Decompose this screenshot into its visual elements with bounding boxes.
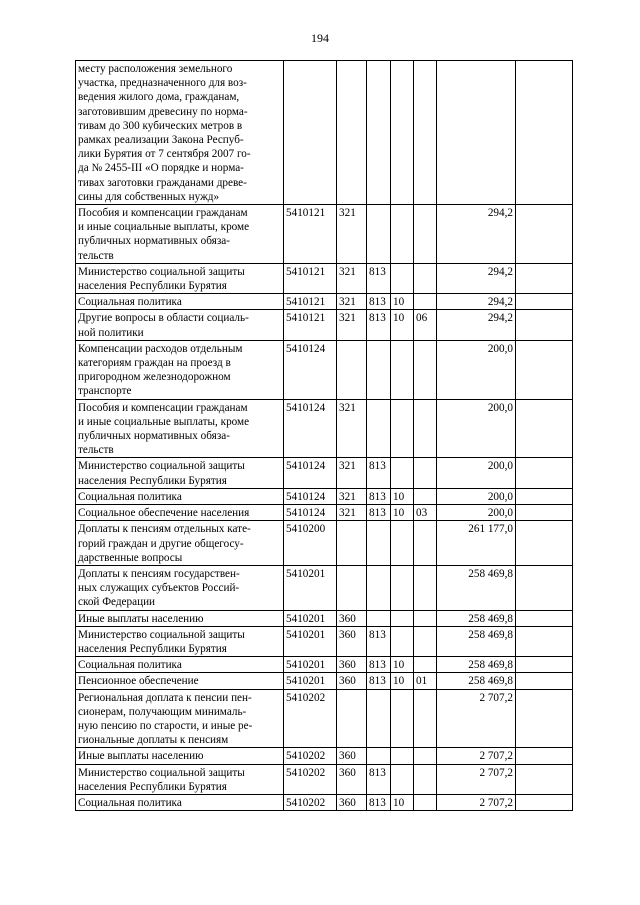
amount-cell: 200,0 [437, 340, 516, 399]
target-code-cell: 5410201 [284, 673, 337, 689]
table-row [76, 505, 573, 521]
amount-cell: 258 469,8 [437, 610, 516, 626]
target-code-cell: 5410124 [284, 458, 337, 488]
subsection-code-cell: 01 [414, 673, 437, 689]
item-name-line: ную пенсию по старости, и иные ре- [78, 719, 253, 732]
target-code-cell: 5410124 [284, 488, 337, 504]
amount-cell: 294,2 [437, 205, 516, 264]
item-name-line: Иные выплаты населению [78, 612, 204, 625]
table-row [76, 794, 573, 810]
budget-table-body [76, 61, 573, 811]
target-code-cell: 5410121 [284, 310, 337, 340]
subsection-code-cell [414, 626, 437, 656]
expense-type-cell [337, 689, 367, 748]
amount-cell: 258 469,8 [437, 657, 516, 673]
table-row [76, 458, 573, 488]
section-code-cell [391, 610, 414, 626]
subsection-code-cell [414, 657, 437, 673]
item-name-cell [76, 263, 284, 293]
table-row [76, 521, 573, 566]
item-name-line: публичных нормативных обяза- [78, 430, 230, 443]
section-code-cell [391, 626, 414, 656]
extra-cell [516, 689, 573, 748]
item-name-line: сины для собственных нужд» [78, 190, 220, 203]
item-name-line: Министерство социальной защиты [78, 766, 245, 779]
extra-cell [516, 310, 573, 340]
item-name-cell [76, 610, 284, 626]
subsection-code-cell [414, 458, 437, 488]
item-name-line: и иные социальные выплаты, кроме [78, 415, 250, 428]
table-row [76, 340, 573, 399]
section-code-cell [391, 340, 414, 399]
expense-type-cell: 321 [337, 205, 367, 264]
item-name-line: Пособия и компенсации гражданам [78, 207, 248, 220]
section-code-cell [391, 61, 414, 205]
expense-type-cell: 321 [337, 310, 367, 340]
section-code-cell [391, 748, 414, 764]
item-name-line: тивах заготовки гражданами древе- [78, 176, 247, 189]
ministry-code-cell [367, 610, 391, 626]
item-name-line: населения Республики Бурятия [78, 474, 227, 487]
section-code-cell [391, 764, 414, 794]
extra-cell [516, 673, 573, 689]
amount-cell: 258 469,8 [437, 565, 516, 610]
section-code-cell: 10 [391, 310, 414, 340]
target-code-cell: 5410201 [284, 657, 337, 673]
amount-cell: 261 177,0 [437, 521, 516, 566]
item-name-line: заготовившим древесину по норма- [78, 105, 248, 118]
item-name-line: населения Республики Бурятия [78, 280, 227, 293]
item-name-cell [76, 61, 284, 205]
ministry-code-cell [367, 565, 391, 610]
item-name-line: дарственные вопросы [78, 551, 183, 564]
target-code-cell: 5410124 [284, 340, 337, 399]
item-name-line: участка, предназначенного для воз- [78, 77, 247, 90]
expense-type-cell: 360 [337, 673, 367, 689]
item-name-line: Доплаты к пенсиям государствен- [78, 567, 240, 580]
expense-type-cell: 321 [337, 294, 367, 310]
ministry-code-cell: 813 [367, 626, 391, 656]
expense-type-cell [337, 565, 367, 610]
expense-type-cell: 360 [337, 610, 367, 626]
table-row [76, 657, 573, 673]
expense-type-cell: 321 [337, 263, 367, 293]
ministry-code-cell: 813 [367, 794, 391, 810]
target-code-cell: 5410202 [284, 748, 337, 764]
item-name-line: сионерам, получающим минималь- [78, 705, 247, 718]
expense-type-cell: 321 [337, 488, 367, 504]
item-name-line: гиональные доплаты к пенсиям [78, 734, 229, 747]
ministry-code-cell [367, 399, 391, 458]
item-name-cell [76, 626, 284, 656]
extra-cell [516, 399, 573, 458]
budget-table [75, 60, 573, 811]
expense-type-cell: 360 [337, 794, 367, 810]
extra-cell [516, 657, 573, 673]
ministry-code-cell: 813 [367, 488, 391, 504]
subsection-code-cell [414, 565, 437, 610]
item-name-cell [76, 673, 284, 689]
amount-cell: 200,0 [437, 399, 516, 458]
item-name-line: ведения жилого дома, гражданам, [78, 91, 240, 104]
ministry-code-cell: 813 [367, 673, 391, 689]
ministry-code-cell: 813 [367, 310, 391, 340]
ministry-code-cell [367, 521, 391, 566]
item-name-line: Пенсионное обеспечение [78, 675, 199, 688]
ministry-code-cell [367, 61, 391, 205]
item-name-cell [76, 458, 284, 488]
item-name-line: да № 2455-III «О порядке и норма- [78, 162, 244, 175]
extra-cell [516, 748, 573, 764]
item-name-cell [76, 294, 284, 310]
extra-cell [516, 521, 573, 566]
item-name-line: населения Республики Бурятия [78, 780, 227, 793]
item-name-line: Министерство социальной защиты [78, 628, 245, 641]
ministry-code-cell [367, 689, 391, 748]
section-code-cell [391, 399, 414, 458]
item-name-line: публичных нормативных обяза- [78, 235, 230, 248]
amount-cell: 2 707,2 [437, 748, 516, 764]
subsection-code-cell [414, 340, 437, 399]
extra-cell [516, 565, 573, 610]
section-code-cell: 10 [391, 488, 414, 504]
extra-cell [516, 340, 573, 399]
table-row [76, 626, 573, 656]
amount-cell [437, 61, 516, 205]
ministry-code-cell: 813 [367, 764, 391, 794]
item-name-cell [76, 205, 284, 264]
item-name-line: Компенсации расходов отдельным [78, 342, 243, 355]
item-name-line: Доплаты к пенсиям отдельных кате- [78, 523, 251, 536]
amount-cell: 2 707,2 [437, 764, 516, 794]
subsection-code-cell [414, 764, 437, 794]
target-code-cell: 5410200 [284, 521, 337, 566]
table-row [76, 205, 573, 264]
amount-cell: 200,0 [437, 458, 516, 488]
expense-type-cell [337, 340, 367, 399]
expense-type-cell: 360 [337, 764, 367, 794]
amount-cell: 294,2 [437, 263, 516, 293]
subsection-code-cell [414, 488, 437, 504]
extra-cell [516, 294, 573, 310]
subsection-code-cell [414, 61, 437, 205]
target-code-cell: 5410202 [284, 794, 337, 810]
target-code-cell: 5410124 [284, 505, 337, 521]
item-name-cell [76, 794, 284, 810]
subsection-code-cell [414, 521, 437, 566]
subsection-code-cell [414, 205, 437, 264]
item-name-line: рамках реализации Закона Респуб- [78, 134, 244, 147]
page-number: 194 [311, 31, 329, 45]
extra-cell [516, 205, 573, 264]
item-name-line: Социальная политика [78, 296, 182, 309]
extra-cell [516, 458, 573, 488]
table-row [76, 565, 573, 610]
item-name-line: Социальная политика [78, 796, 182, 809]
subsection-code-cell: 06 [414, 310, 437, 340]
extra-cell [516, 505, 573, 521]
expense-type-cell [337, 61, 367, 205]
extra-cell [516, 626, 573, 656]
item-name-line: лики Бурятия от 7 сентября 2007 го- [78, 148, 251, 161]
expense-type-cell: 360 [337, 748, 367, 764]
expense-type-cell [337, 521, 367, 566]
section-code-cell [391, 205, 414, 264]
item-name-line: тивам до 300 кубических метров в [78, 119, 243, 132]
item-name-cell [76, 310, 284, 340]
extra-cell [516, 794, 573, 810]
item-name-line: Министерство социальной защиты [78, 460, 245, 473]
item-name-cell [76, 565, 284, 610]
ministry-code-cell: 813 [367, 294, 391, 310]
ministry-code-cell: 813 [367, 263, 391, 293]
subsection-code-cell [414, 794, 437, 810]
target-code-cell: 5410202 [284, 764, 337, 794]
target-code-cell: 5410121 [284, 294, 337, 310]
item-name-cell [76, 521, 284, 566]
item-name-line: населения Республики Бурятия [78, 642, 227, 655]
item-name-cell [76, 657, 284, 673]
amount-cell: 2 707,2 [437, 794, 516, 810]
item-name-line: Другие вопросы в области социаль- [78, 312, 249, 325]
amount-cell: 200,0 [437, 488, 516, 504]
item-name-line: тельств [78, 444, 114, 457]
target-code-cell: 5410201 [284, 565, 337, 610]
subsection-code-cell [414, 399, 437, 458]
item-name-cell [76, 340, 284, 399]
table-row [76, 488, 573, 504]
subsection-code-cell [414, 294, 437, 310]
section-code-cell: 10 [391, 294, 414, 310]
item-name-line: категориям граждан на проезд в [78, 357, 231, 370]
item-name-line: ных служащих субъектов Россий- [78, 582, 240, 595]
item-name-line: транспорте [78, 385, 132, 398]
section-code-cell: 10 [391, 505, 414, 521]
target-code-cell: 5410121 [284, 205, 337, 264]
item-name-line: Социальное обеспечение населения [78, 507, 250, 520]
item-name-line: Социальная политика [78, 659, 182, 672]
target-code-cell: 5410124 [284, 399, 337, 458]
item-name-line: горий граждан и другие общегосу- [78, 537, 244, 550]
table-row [76, 689, 573, 748]
target-code-cell: 5410201 [284, 626, 337, 656]
item-name-line: месту расположения земельного [78, 63, 233, 75]
amount-cell: 294,2 [437, 310, 516, 340]
section-code-cell: 10 [391, 794, 414, 810]
target-code-cell: 5410202 [284, 689, 337, 748]
item-name-line: Региональная доплата к пенсии пен- [78, 691, 252, 704]
section-code-cell [391, 565, 414, 610]
extra-cell [516, 263, 573, 293]
section-code-cell: 10 [391, 673, 414, 689]
item-name-cell [76, 505, 284, 521]
item-name-cell [76, 748, 284, 764]
expense-type-cell: 360 [337, 626, 367, 656]
item-name-cell [76, 488, 284, 504]
amount-cell: 200,0 [437, 505, 516, 521]
table-row [76, 294, 573, 310]
item-name-line: тельств [78, 249, 114, 262]
item-name-line: Иные выплаты населению [78, 750, 204, 763]
ministry-code-cell [367, 748, 391, 764]
table-row [76, 310, 573, 340]
item-name-cell [76, 399, 284, 458]
subsection-code-cell [414, 263, 437, 293]
ministry-code-cell: 813 [367, 458, 391, 488]
section-code-cell [391, 521, 414, 566]
table-row [76, 610, 573, 626]
target-code-cell: 5410201 [284, 610, 337, 626]
amount-cell: 294,2 [437, 294, 516, 310]
section-code-cell [391, 458, 414, 488]
table-row [76, 748, 573, 764]
table-row [76, 61, 573, 205]
amount-cell: 258 469,8 [437, 673, 516, 689]
subsection-code-cell [414, 610, 437, 626]
target-code-cell: 5410121 [284, 263, 337, 293]
item-name-cell [76, 764, 284, 794]
table-row [76, 764, 573, 794]
table-row [76, 263, 573, 293]
item-name-cell [76, 689, 284, 748]
extra-cell [516, 610, 573, 626]
item-name-line: ской Федерации [78, 596, 156, 609]
expense-type-cell: 321 [337, 505, 367, 521]
subsection-code-cell [414, 748, 437, 764]
extra-cell [516, 764, 573, 794]
item-name-line: Социальная политика [78, 490, 182, 503]
extra-cell [516, 61, 573, 205]
table-row [76, 399, 573, 458]
ministry-code-cell: 813 [367, 657, 391, 673]
subsection-code-cell [414, 689, 437, 748]
ministry-code-cell [367, 205, 391, 264]
item-name-line: и иные социальные выплаты, кроме [78, 221, 250, 234]
amount-cell: 2 707,2 [437, 689, 516, 748]
ministry-code-cell: 813 [367, 505, 391, 521]
ministry-code-cell [367, 340, 391, 399]
item-name-line: ной политики [78, 326, 144, 339]
section-code-cell: 10 [391, 657, 414, 673]
expense-type-cell: 321 [337, 399, 367, 458]
subsection-code-cell: 03 [414, 505, 437, 521]
table-row [76, 673, 573, 689]
item-name-line: пригородном железнодорожном [78, 371, 231, 384]
section-code-cell [391, 689, 414, 748]
expense-type-cell: 360 [337, 657, 367, 673]
extra-cell [516, 488, 573, 504]
section-code-cell [391, 263, 414, 293]
target-code-cell [284, 61, 337, 205]
item-name-line: Пособия и компенсации гражданам [78, 401, 248, 414]
amount-cell: 258 469,8 [437, 626, 516, 656]
item-name-line: Министерство социальной защиты [78, 265, 245, 278]
expense-type-cell: 321 [337, 458, 367, 488]
